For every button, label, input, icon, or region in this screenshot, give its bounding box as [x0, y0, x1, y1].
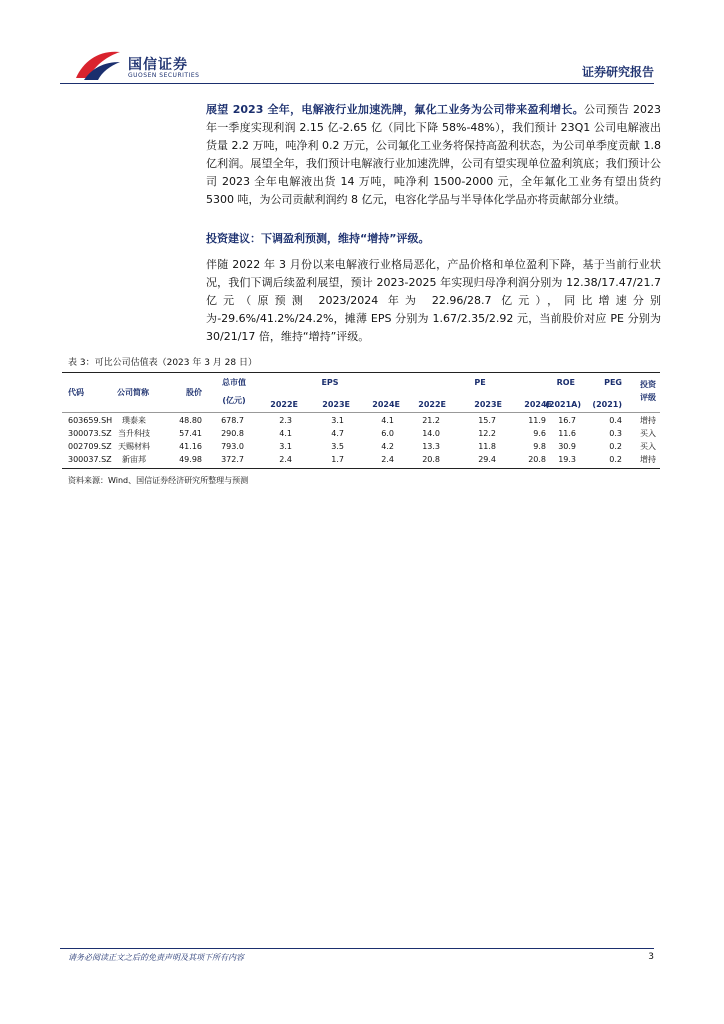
cell-eps-2023: 3.5	[331, 442, 344, 451]
cell-rating: 买入	[640, 429, 656, 438]
cell-eps-2023: 4.7	[331, 429, 344, 438]
header-pe-2024: 2024E	[524, 400, 552, 409]
cell-code: 603659.SH	[68, 416, 113, 425]
cell-eps-2022: 2.4	[279, 455, 292, 464]
cell-price: 48.80	[179, 416, 202, 425]
forecast-body: 伴随 2022 年 3 月份以来电解液行业格局恶化，产品价格和单位盈利下降，基于当前行业状况，我们下调后续盈利展望，预计 2023-2025 年实现归母净利润分别为 12.38/17.47/21.7 亿元（原预测 2023/2024 年为 22.96/28.7 亿元），同比增速分别为-29.6%/41.2%/24.2%，摊薄 EPS 分别为 1.67/2.35/2.92 元，当前股价对应 PE 分别为 30/21/17 倍，维持“增持”评级。	[206, 258, 661, 343]
cell-name: 天赐材料	[118, 442, 150, 451]
paragraph-outlook	[206, 101, 661, 209]
header-rating: 投资	[640, 380, 656, 389]
cell-pe-2024: 11.9	[528, 416, 546, 425]
header-peg: PEG	[604, 378, 622, 387]
cell-pe-2024: 20.8	[528, 455, 546, 464]
header-eps-2024: 2024E	[372, 400, 400, 409]
report-type-label: 证券研究报告	[581, 65, 654, 79]
cell-eps-2022: 2.3	[279, 416, 292, 425]
header-eps-2022: 2022E	[270, 400, 298, 409]
cell-eps-2024: 4.2	[381, 442, 394, 451]
cell-code: 300073.SZ	[68, 429, 112, 438]
header-price: 股价	[186, 388, 202, 397]
header-rating-2: 评级	[640, 393, 656, 402]
header-mktcap-unit: (亿元)	[222, 396, 246, 405]
cell-mktcap: 290.8	[221, 429, 244, 438]
cell-price: 41.16	[179, 442, 202, 451]
brand-name-cn: 国信证券	[128, 57, 188, 73]
cell-rating: 增持	[640, 455, 656, 464]
header-roe-year: (2021A)	[545, 400, 581, 409]
cell-price: 57.41	[179, 429, 202, 438]
table-header-rule	[62, 412, 660, 413]
header-pe-2023: 2023E	[474, 400, 502, 409]
cell-name: 当升科技	[118, 429, 150, 438]
cell-eps-2024: 2.4	[381, 455, 394, 464]
brand-name-en: GUOSEN SECURITIES	[128, 72, 200, 79]
cell-mktcap: 678.7	[221, 416, 244, 425]
header-peg-year: (2021)	[592, 400, 622, 409]
cell-roe: 11.6	[558, 429, 576, 438]
table-bottom-rule	[62, 468, 660, 469]
page-number: 3	[648, 952, 654, 962]
cell-eps-2024: 6.0	[381, 429, 394, 438]
cell-eps-2022: 3.1	[279, 442, 292, 451]
disclaimer-link[interactable]: 请务必阅读正文之后的免责声明及其项下所有内容	[68, 953, 244, 962]
cell-peg: 0.3	[609, 429, 622, 438]
header-name: 公司简称	[117, 388, 149, 397]
outlook-body: 公司预告 2023 年一季度实现利润 2.15 亿-2.65 亿（同比下降 58%-48%），我们预计 23Q1 公司电解液出货量 2.2 万吨，吨净利 0.2 万元，公司氟化工业务将保持高盈利状态，为公司单季度贡献 1.8 亿利润。展望全年，我们预计电解液行业加速洗牌，公司有望实现单位盈利筑底；我们预计公司 2023 全年电解液出货 14 万吨，吨净利 1500-2000 元，全年氟化工业务有望出货约 5300 吨，为公司贡献利润约 8 亿元，电容化学品与半导体化学品亦将贡献部分业绩。	[206, 103, 661, 206]
cell-pe-2024: 9.6	[533, 429, 546, 438]
table-source: 资料来源：Wind、国信证券经济研究所整理与预测	[68, 476, 249, 485]
header-code: 代码	[68, 388, 84, 397]
investment-headline: 投资建议：下调盈利预测，维持“增持”评级。	[206, 232, 430, 245]
cell-pe-2022: 21.2	[422, 416, 440, 425]
cell-price: 49.98	[179, 455, 202, 464]
cell-pe-2022: 14.0	[422, 429, 440, 438]
cell-pe-2023: 29.4	[478, 455, 496, 464]
header-eps-2023: 2023E	[322, 400, 350, 409]
footer-divider	[60, 948, 654, 949]
paragraph-forecast	[206, 256, 661, 346]
cell-roe: 30.9	[558, 442, 576, 451]
outlook-headline: 展望 2023 全年，电解液行业加速洗牌，氟化工业务为公司带来盈利增长。	[206, 103, 584, 116]
cell-mktcap: 372.7	[221, 455, 244, 464]
cell-peg: 0.4	[609, 416, 622, 425]
cell-code: 300037.SZ	[68, 455, 112, 464]
header-roe: ROE	[556, 378, 575, 387]
cell-name: 璞泰来	[122, 416, 146, 425]
cell-eps-2023: 3.1	[331, 416, 344, 425]
cell-roe: 16.7	[558, 416, 576, 425]
cell-mktcap: 793.0	[221, 442, 244, 451]
header-divider	[60, 83, 654, 84]
cell-eps-2022: 4.1	[279, 429, 292, 438]
cell-peg: 0.2	[609, 442, 622, 451]
header-mktcap: 总市值	[222, 378, 246, 387]
guosen-logo-icon	[74, 48, 124, 84]
table-title: 表 3：可比公司估值表（2023 年 3 月 28 日）	[68, 358, 257, 368]
cell-code: 002709.SZ	[68, 442, 112, 451]
cell-pe-2024: 9.8	[533, 442, 546, 451]
cell-pe-2022: 13.3	[422, 442, 440, 451]
cell-eps-2024: 4.1	[381, 416, 394, 425]
cell-rating: 增持	[640, 416, 656, 425]
header-pe-2022: 2022E	[418, 400, 446, 409]
table-top-rule	[62, 372, 660, 373]
cell-rating: 买入	[640, 442, 656, 451]
cell-pe-2023: 15.7	[478, 416, 496, 425]
cell-pe-2022: 20.8	[422, 455, 440, 464]
cell-name: 新宙邦	[122, 455, 146, 464]
header-pe: PE	[474, 378, 486, 387]
cell-pe-2023: 11.8	[478, 442, 496, 451]
cell-pe-2023: 12.2	[478, 429, 496, 438]
cell-roe: 19.3	[558, 455, 576, 464]
paragraph-investment-advice	[206, 230, 661, 248]
header-eps: EPS	[321, 378, 339, 387]
cell-eps-2023: 1.7	[331, 455, 344, 464]
cell-peg: 0.2	[609, 455, 622, 464]
